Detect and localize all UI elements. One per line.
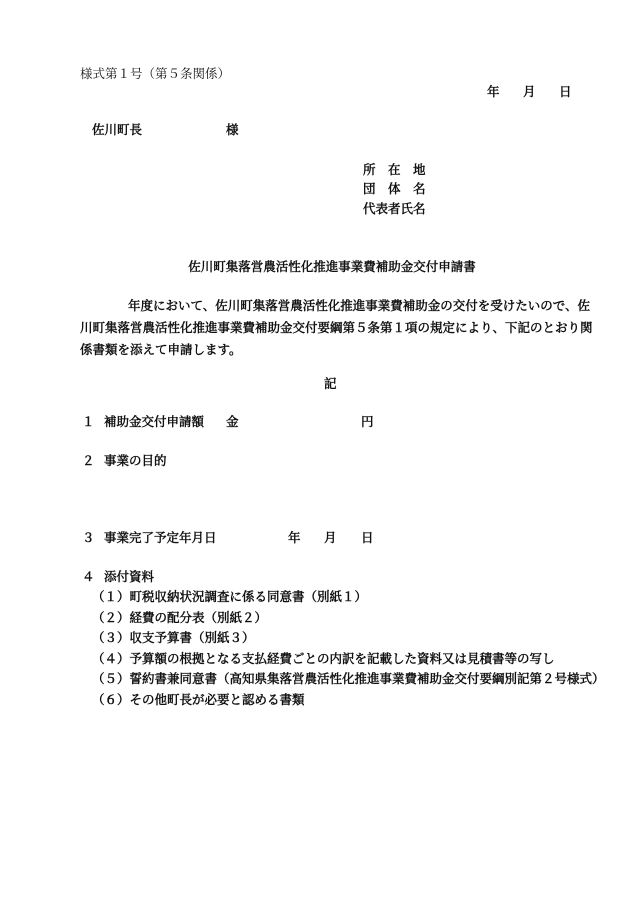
section-1-number: １	[82, 414, 95, 429]
date-year-label: 年	[487, 84, 500, 99]
addressee-honorific: 様	[226, 122, 239, 137]
list-item: （６）その他町長が必要と認める書類	[92, 691, 305, 707]
section-3-year: 年	[288, 530, 301, 545]
applicant-organization-label: 団 体 名	[363, 181, 426, 196]
section-3-label: 事業完了予定年月日	[104, 530, 217, 545]
document-title: 佐川町集落営農活性化推進事業費補助金交付申請書	[188, 259, 476, 274]
section-3-number: ３	[82, 530, 95, 545]
applicant-representative-label: 代表者氏名	[363, 201, 426, 216]
list-item: （５）誓約書兼同意書（高知県集落営農活性化推進事業費補助金交付要綱別記第２号様式）	[92, 671, 605, 686]
section-1-unit: 円	[361, 414, 374, 429]
ki-heading: 記	[324, 376, 337, 391]
list-item: （１）町税収納状況調査に係る同意書（別紙１）	[92, 589, 368, 604]
body-paragraph	[80, 295, 593, 361]
section-3-day: 日	[361, 530, 374, 545]
date-month-label: 月	[523, 84, 536, 99]
list-item: （２）経費の配分表（別紙２）	[92, 609, 268, 625]
addressee-name: 佐川町長	[92, 122, 143, 137]
section-4-label: 添付資料	[104, 569, 155, 584]
section-2-number: ２	[82, 453, 95, 468]
body-line-1: 年度において、佐川町集落営農活性化推進事業費補助金の交付を受けたいので、佐	[128, 298, 591, 313]
body-line-3: 係書類を添えて申請します。	[80, 342, 242, 357]
section-2-label: 事業の目的	[104, 453, 167, 468]
section-1-prefix: 金	[226, 414, 239, 429]
section-4-number: ４	[82, 569, 95, 584]
list-item: （４）予算額の根拠となる支払経費ごとの内訳を記載した資料又は見積書等の写し	[92, 650, 555, 666]
body-line-2: 川町集落営農活性化推進事業費補助金交付要綱第５条第１項の規定により、下記のとおり関	[80, 320, 593, 335]
date-day-label: 日	[559, 84, 572, 99]
section-1-label: 補助金交付申請額	[104, 414, 205, 429]
list-item: （３）収支予算書（別紙３）	[92, 630, 255, 645]
applicant-address-label: 所 在 地	[363, 162, 426, 177]
attachment-list	[92, 587, 605, 710]
form-number: 様式第１号（第５条関係）	[80, 66, 231, 81]
section-3-month: 月	[324, 530, 337, 545]
